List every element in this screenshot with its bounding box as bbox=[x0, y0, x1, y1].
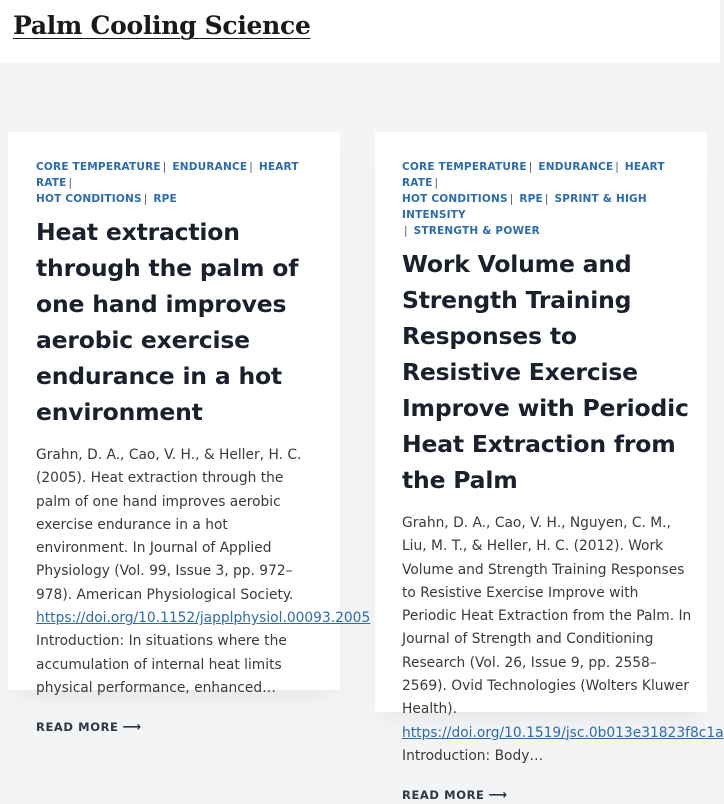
category-separator: | bbox=[68, 177, 73, 189]
category-link[interactable]: CORE TEMPERATURE bbox=[402, 161, 527, 173]
post-citation: Grahn, D. A., Cao, V. H., Nguyen, C. M., Liu, M. T., & Heller, H. C. (2012). Work Volume and Strength Training Responses to Resistive Exercise Improve with Periodic Heat Extraction from the Palm. In Journal of Strength and Conditioning Research (Vol. 26, Issue 9, pp. 2558–2569). Ovid Technologies (Wolters Kluwer Health). bbox=[402, 515, 692, 718]
arrow-right-icon: ⟶ bbox=[122, 720, 142, 736]
category-separator: | bbox=[143, 193, 148, 205]
read-more-link[interactable] bbox=[36, 720, 142, 735]
category-separator: | bbox=[249, 161, 253, 173]
category-link[interactable]: HOT CONDITIONS bbox=[402, 193, 508, 205]
category-link[interactable]: HEART RATE bbox=[402, 161, 665, 189]
category-separator: | bbox=[528, 161, 533, 173]
category-link[interactable]: CORE TEMPERATURE bbox=[36, 161, 161, 173]
post-citation: Grahn, D. A., Cao, V. H., & Heller, H. C. (2005). Heat extraction through the palm of one hand improves aerobic exercise endurance in a hot environment. In Journal of Applied Physiology (Vol. 99, Issue 3, pp. 972–978). American Physiological Society. bbox=[36, 447, 302, 603]
post-title-link[interactable]: Heat extraction through the palm of one hand improves aerobic exercise endurance in a hot environment bbox=[36, 218, 299, 426]
category-separator: | bbox=[404, 225, 408, 237]
site-header bbox=[0, 0, 720, 63]
read-more-label: READ MORE bbox=[36, 720, 119, 735]
category-link[interactable]: HOT CONDITIONS bbox=[36, 193, 142, 205]
category-separator: | bbox=[544, 193, 549, 205]
category-link[interactable]: HEART RATE bbox=[36, 161, 299, 189]
arrow-right-icon: ⟶ bbox=[488, 788, 508, 804]
category-separator: | bbox=[162, 161, 167, 173]
category-link[interactable]: ENDURANCE bbox=[172, 161, 248, 173]
doi-link[interactable]: https://doi.org/10.1152/japplphysiol.00093.2005 bbox=[36, 610, 371, 627]
site-title-link[interactable]: Palm Cooling Science bbox=[13, 11, 311, 40]
post-title-link[interactable]: Work Volume and Strength Training Responses to Resistive Exercise Improve with Periodic Heat Extraction from the Palm bbox=[402, 250, 689, 494]
category-link[interactable]: RPE bbox=[519, 193, 543, 205]
category-separator: | bbox=[615, 161, 619, 173]
read-more-label: READ MORE bbox=[402, 788, 485, 803]
post-card bbox=[8, 132, 371, 736]
post-categories bbox=[36, 159, 312, 207]
post-intro: Introduction: In situations where the accumulation of internal heat limits physical performance, enhanced… bbox=[36, 633, 287, 696]
category-link[interactable]: STRENGTH & POWER bbox=[413, 225, 540, 237]
post-excerpt bbox=[36, 444, 371, 700]
category-separator: | bbox=[509, 193, 514, 205]
category-link[interactable]: SPRINT & HIGH INTENSITY bbox=[402, 193, 647, 221]
post-categories bbox=[402, 159, 697, 239]
read-more-link[interactable] bbox=[402, 788, 508, 803]
category-separator: | bbox=[434, 177, 439, 189]
category-link[interactable]: ENDURANCE bbox=[538, 161, 614, 173]
post-intro: Introduction: Body… bbox=[402, 747, 544, 764]
doi-link[interactable]: https://doi.org/10.1519/jsc.0b013e31823f8c1a bbox=[402, 724, 724, 741]
category-link[interactable]: RPE bbox=[153, 193, 177, 205]
post-excerpt bbox=[402, 512, 724, 768]
post-card bbox=[375, 132, 724, 804]
